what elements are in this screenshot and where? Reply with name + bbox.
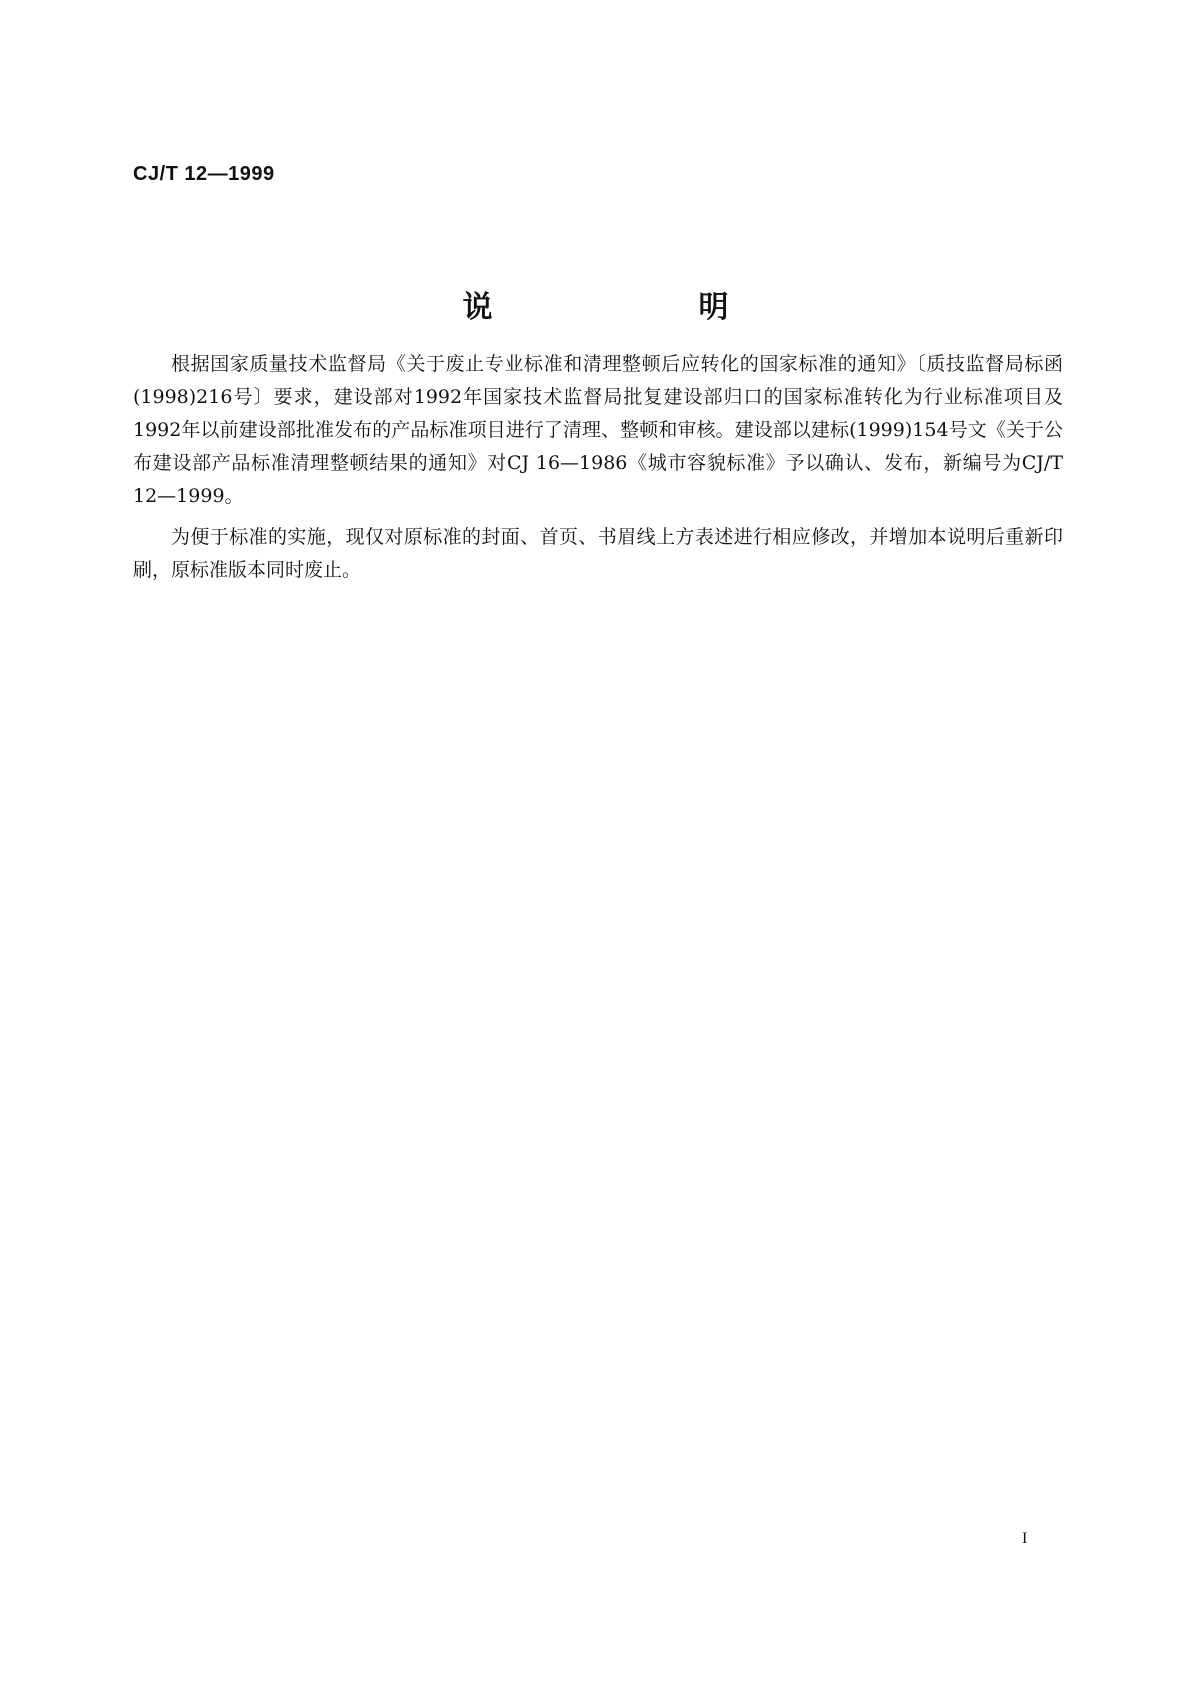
paragraph-2: 为便于标准的实施，现仅对原标准的封面、首页、书眉线上方表述进行相应修改，并增加本说明后重新印刷，原标准版本同时废止。 bbox=[133, 526, 1063, 581]
page-title: 说 明 bbox=[462, 290, 817, 325]
page-number: I bbox=[1022, 1530, 1028, 1547]
paragraph-1: 根据国家质量技术监督局《关于废止专业标准和清理整顿后应转化的国家标准的通知》〔质技监督局标函(1998)216号〕要求，建设部对1992年国家技术监督局批复建设部归口的国家标准转化为行业标准项目及1992年以前建设部批准发布的产品标准项目进行了清理、整顿和审核。建设部以建标(1999)154号文《关于公布建设部产品标准清理整顿结果的通知》对CJ 16—1986《城市容貌标准》予以确认、发布，新编号为CJ/T 12—1999。 bbox=[133, 353, 1063, 507]
standard-code: CJ/T 12—1999 bbox=[133, 163, 275, 185]
document-body bbox=[133, 348, 1063, 595]
